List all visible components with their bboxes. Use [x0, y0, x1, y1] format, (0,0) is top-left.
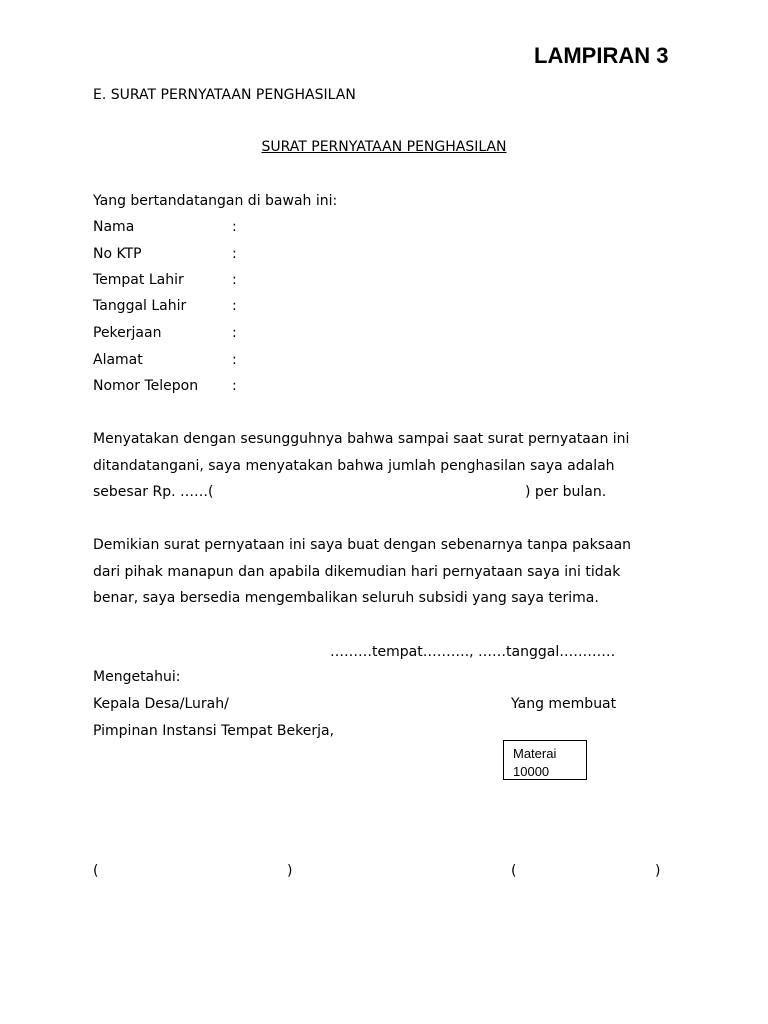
statement-amount-left: sebesar Rp. ……( — [93, 484, 214, 500]
left-signature-open-paren: ( — [93, 863, 99, 879]
field-colon: : — [232, 272, 237, 288]
section-heading: E. SURAT PERNYATAAN PENGHASILAN — [93, 87, 356, 103]
closing-line: benar, saya bersedia mengembalikan seluruh subsidi yang saya terima. — [93, 590, 599, 606]
field-colon: : — [232, 325, 237, 341]
statement-amount-right: ) per bulan. — [525, 484, 607, 500]
kepala-desa-label: Kepala Desa/Lurah/ — [93, 696, 229, 712]
document-title: SURAT PERNYATAAN PENGHASILAN — [261, 139, 507, 155]
closing-line: Demikian surat pernyataan ini saya buat dengan sebenarnya tanpa paksaan — [93, 537, 632, 553]
materai-stamp-box — [503, 740, 587, 780]
statement-line: ditandatangani, saya menyatakan bahwa jumlah penghasilan saya adalah — [93, 458, 615, 474]
yang-membuat-label: Yang membuat — [511, 696, 617, 712]
left-signature-close-paren: ) — [287, 863, 293, 879]
closing-line: dari pihak manapun dan apabila dikemudian hari pernyataan saya ini tidak — [93, 564, 621, 580]
intro-text: Yang bertandatangan di bawah ini: — [93, 193, 338, 209]
field-colon: : — [232, 219, 237, 235]
field-label: Nomor Telepon — [93, 378, 199, 394]
field-label: Tanggal Lahir — [93, 298, 187, 314]
place-date-line: ………tempat………., ……tanggal………… — [330, 644, 616, 660]
lampiran-label: LAMPIRAN 3 — [534, 43, 669, 68]
field-colon: : — [232, 352, 237, 368]
field-colon: : — [232, 246, 237, 262]
field-label: Pekerjaan — [93, 325, 162, 341]
field-colon: : — [232, 378, 237, 394]
materai-label: Materai — [513, 746, 557, 761]
right-signature-open-paren: ( — [511, 863, 517, 879]
materai-text — [513, 745, 556, 781]
field-label: Alamat — [93, 352, 143, 368]
field-label: No KTP — [93, 246, 142, 262]
mengetahui-label: Mengetahui: — [93, 669, 181, 685]
materai-value: 10000 — [513, 764, 550, 779]
field-label: Nama — [93, 219, 135, 235]
statement-line: Menyatakan dengan sesungguhnya bahwa sampai saat surat pernyataan ini — [93, 431, 630, 447]
pimpinan-instansi-label: Pimpinan Instansi Tempat Bekerja, — [93, 723, 335, 739]
field-label: Tempat Lahir — [93, 272, 184, 288]
right-signature-close-paren: ) — [655, 863, 661, 879]
field-colon: : — [232, 298, 237, 314]
